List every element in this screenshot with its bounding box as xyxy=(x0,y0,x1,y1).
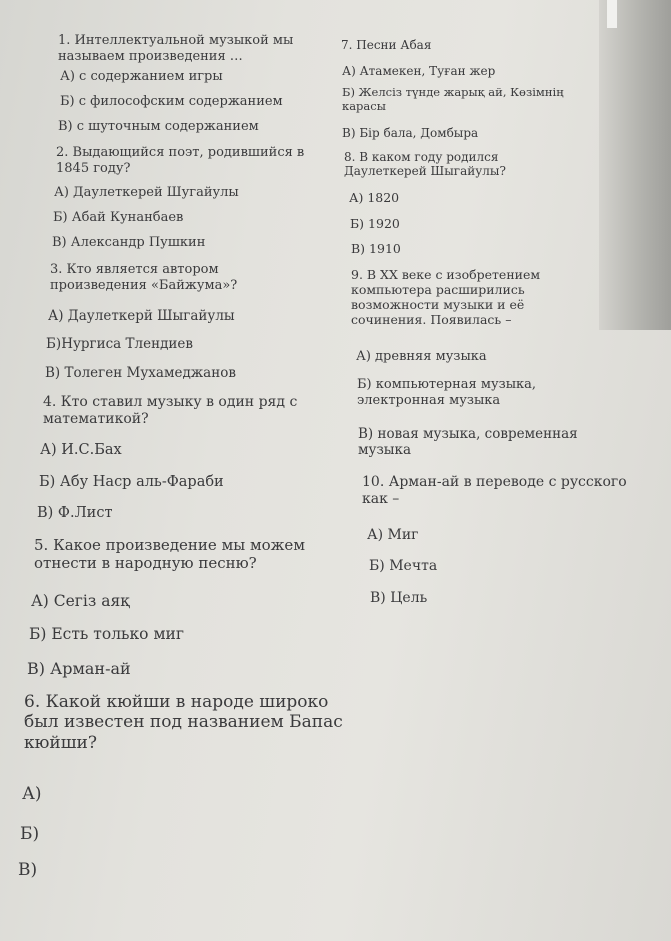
answer-option-2c xyxy=(52,235,205,251)
text-line: В) Бір бала, Домбыра xyxy=(342,126,479,140)
answer-option-7b xyxy=(342,86,564,114)
text-line: Б) Абу Наср аль-Фараби xyxy=(39,474,224,490)
answer-option-9b xyxy=(357,377,536,408)
text-line: В) Александр Пушкин xyxy=(52,235,206,250)
text-line: Б) компьютерная музыка, xyxy=(357,377,537,392)
answer-option-8a xyxy=(349,190,399,205)
answer-option-5c xyxy=(27,659,131,678)
text-line: Б) Абай Кунанбаев xyxy=(53,210,184,225)
answer-option-2a xyxy=(54,185,239,201)
paper-strip xyxy=(607,0,617,28)
text-line: Б) xyxy=(20,824,40,844)
question-9 xyxy=(351,267,540,327)
answer-option-8c xyxy=(351,241,401,256)
text-line: В) новая музыка, современная xyxy=(358,426,578,442)
text-line: 1845 году? xyxy=(56,160,131,176)
text-line: называем произведения … xyxy=(58,48,243,64)
text-line: 9. В XX веке с изобретением xyxy=(351,267,541,282)
text-line: отнести в народную песню? xyxy=(34,554,257,572)
text-line: 10. Арман-ай в переводе с русского xyxy=(362,474,627,490)
question-7 xyxy=(341,38,431,52)
answer-option-2b xyxy=(53,210,183,226)
text-line: 6. Какой кюйши в народе широко xyxy=(24,692,329,712)
answer-option-3c xyxy=(45,365,236,381)
text-line: Б) Есть только миг xyxy=(29,625,184,643)
question-2 xyxy=(56,145,304,176)
text-line: А) с содержанием игры xyxy=(60,69,223,84)
question-3 xyxy=(50,262,237,293)
text-line: математикой? xyxy=(43,410,149,427)
text-line: В) xyxy=(18,860,38,880)
text-line: А) Атамекен, Туған жер xyxy=(342,64,496,78)
page-edge-shadow xyxy=(599,0,671,330)
answer-option-3a xyxy=(48,308,235,324)
text-line: был известен под названием Бапас xyxy=(24,712,343,733)
question-5 xyxy=(34,536,305,572)
text-line: В) Толеген Мухамеджанов xyxy=(45,365,236,381)
text-line: Б)Нургиса Тлендиев xyxy=(46,336,193,352)
text-line: А) 1820 xyxy=(349,190,400,205)
text-line: компьютера расширились xyxy=(351,282,525,297)
answer-option-10c xyxy=(370,590,427,607)
answer-option-9a xyxy=(356,349,487,365)
answer-option-5b xyxy=(29,625,184,644)
answer-option-1c xyxy=(58,119,259,135)
text-line: 5. Какое произведение мы можем xyxy=(34,536,305,554)
text-line: В) 1910 xyxy=(351,241,401,256)
text-line: А) Даулеткерей Шугайулы xyxy=(54,185,239,200)
text-line: А) Даулеткерй Шыгайулы xyxy=(48,308,235,324)
text-line: карасы xyxy=(342,98,386,113)
question-4 xyxy=(43,394,297,428)
answer-option-9c xyxy=(358,426,578,458)
text-line: Б) 1920 xyxy=(350,216,400,231)
text-line: А) И.С.Бах xyxy=(40,442,122,458)
text-line: Б) с философским содержанием xyxy=(60,94,283,109)
text-line: Даулеткерей Шыгайулы? xyxy=(344,164,506,179)
question-6 xyxy=(24,692,343,753)
text-line: А) Миг xyxy=(367,527,419,543)
answer-option-6a xyxy=(22,784,42,804)
answer-option-5a xyxy=(31,592,130,611)
text-line: В) с шуточным содержанием xyxy=(58,119,259,134)
answer-option-3b xyxy=(46,336,193,352)
text-line: Б) Мечта xyxy=(369,558,438,574)
text-line: как – xyxy=(362,490,400,507)
text-line: 2. Выдающийся поэт, родившийся в xyxy=(56,145,305,160)
answer-option-7c xyxy=(342,126,478,140)
question-10 xyxy=(362,474,627,508)
question-1 xyxy=(58,33,293,64)
text-line: А) xyxy=(22,784,42,804)
answer-option-4c xyxy=(37,505,112,522)
text-line: Б) Желсіз түнде жарық ай, Көзімнің xyxy=(342,85,564,99)
text-line: В) Цель xyxy=(370,590,428,606)
question-8 xyxy=(344,150,506,179)
answer-option-10a xyxy=(367,527,419,544)
answer-option-1b xyxy=(60,94,283,110)
text-line: А) Сегіз аяқ xyxy=(31,592,130,610)
answer-option-4b xyxy=(39,474,224,491)
answer-option-7a xyxy=(342,64,495,78)
answer-option-1a xyxy=(60,69,223,85)
answer-option-6b xyxy=(20,824,39,844)
text-line: 3. Кто является автором xyxy=(50,262,219,277)
text-line: 1. Интеллектуальной музыкой мы xyxy=(58,33,294,48)
text-line: 8. В каком году родился xyxy=(344,150,499,164)
text-line: музыка xyxy=(358,442,412,459)
answer-option-6c xyxy=(18,860,37,880)
text-line: 7. Песни Абая xyxy=(341,38,432,52)
text-line: А) древняя музыка xyxy=(356,349,487,364)
answer-option-4a xyxy=(40,442,122,459)
answer-option-10b xyxy=(369,558,437,575)
text-line: В) Ф.Лист xyxy=(37,505,113,521)
text-line: электронная музыка xyxy=(357,392,501,408)
text-line: произведения «Байжума»? xyxy=(50,277,238,293)
text-line: сочинения. Появилась – xyxy=(351,312,512,327)
answer-option-8b xyxy=(350,216,400,231)
text-line: 4. Кто ставил музыку в один ряд с xyxy=(43,394,298,410)
text-line: кюйши? xyxy=(24,732,98,753)
text-line: В) Арман-ай xyxy=(27,659,131,678)
text-line: возможности музыки и её xyxy=(351,297,525,312)
